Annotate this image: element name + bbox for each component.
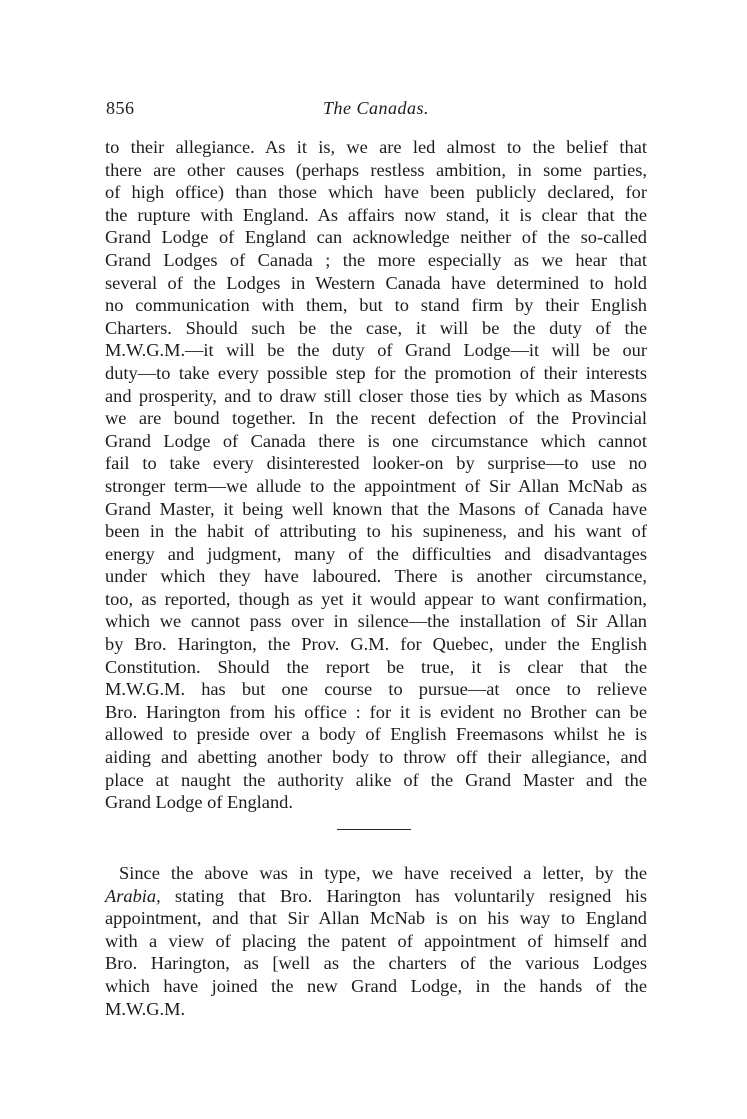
text-line: fail to take every disinterested looker-on by surprise—to use no — [105, 453, 647, 474]
text-line: which we cannot pass over in silence—the installation of Sir Allan — [105, 611, 647, 632]
text-line: energy and judgment, many of the difficulties and disadvantages — [105, 543, 647, 564]
text-line: duty—to take every possible step for the promotion of their interests — [105, 362, 647, 383]
text-line: with a view of placing the patent of appointment of himself and — [105, 930, 647, 951]
page-header — [106, 98, 646, 124]
text-line: allowed to preside over a body of English Freemasons whilst he is — [105, 724, 647, 745]
text-line: Charters. Should such be the case, it will be the duty of the — [105, 317, 647, 338]
ship-name: Arabia, — [105, 885, 161, 906]
text-line: and prosperity, and to draw still closer those ties by which as Masons — [105, 385, 647, 406]
text-line-rest: stating that Bro. Harington has voluntarily resigned his — [160, 885, 647, 906]
text-line: of high office) than those which have been publicly declared, for — [105, 182, 647, 203]
text-line: too, as reported, though as yet it would appear to want confirmation, — [105, 588, 647, 609]
text-line: Bro. Harington from his office : for it is evident no Brother can be — [105, 701, 647, 722]
page-number: 856 — [106, 98, 135, 118]
running-title: The Canadas. — [322, 98, 429, 118]
text-line: there are other causes (perhaps restless ambition, in some parties, — [105, 159, 647, 180]
text-line: Grand Lodge of Canada there is one circumstance which cannot — [105, 430, 647, 451]
text-line: aiding and abetting another body to throw off their allegiance, and — [105, 747, 647, 768]
text-line: Grand Master, it being well known that the Masons of Canada have — [105, 498, 647, 519]
text-line: which have joined the new Grand Lodge, in the hands of the — [105, 975, 647, 996]
text-line: place at naught the authority alike of the Grand Master and the — [105, 769, 647, 790]
text-line: Grand Lodge of England can acknowledge neither of the so-called — [105, 227, 647, 248]
text-line: Since the above was in type, we have received a letter, by the — [119, 863, 647, 883]
text-line: stronger term—we allude to the appointment of Sir Allan McNab as — [105, 475, 647, 496]
text-line: no communication with them, but to stand firm by their English — [105, 295, 647, 316]
text-line: to their allegiance. As it is, we are led almost to the belief that — [105, 137, 647, 157]
text-line: M.W.G.M.—it will be the duty of Grand Lodge—it will be our — [105, 340, 647, 361]
text-line: the rupture with England. As affairs now stand, it is clear that the — [105, 204, 647, 225]
paragraph-1 — [105, 136, 647, 814]
text-line: Grand Lodges of Canada ; the more especially as we hear that — [105, 249, 647, 270]
paragraph-2 — [105, 862, 647, 1020]
section-divider — [337, 829, 411, 830]
text-line: appointment, and that Sir Allan McNab is on his way to England — [105, 908, 647, 929]
text-line: M.W.G.M. has but one course to pursue—at once to relieve — [105, 679, 647, 700]
text-line — [105, 885, 647, 908]
text-line: been in the habit of attributing to his supineness, and his want of — [105, 521, 647, 542]
text-line: we are bound together. In the recent defection of the Provincial — [105, 408, 647, 429]
text-line: Constitution. Should the report be true, it is clear that the — [105, 656, 647, 677]
text-line: Grand Lodge of England. — [105, 792, 293, 813]
text-line: Bro. Harington, as [well as the charters of the various Lodges — [105, 953, 647, 974]
text-line: several of the Lodges in Western Canada have determined to hold — [105, 272, 647, 293]
text-line: M.W.G.M. — [105, 998, 186, 1019]
text-line: by Bro. Harington, the Prov. G.M. for Quebec, under the English — [105, 634, 647, 655]
text-line: under which they have laboured. There is another circumstance, — [105, 566, 647, 587]
